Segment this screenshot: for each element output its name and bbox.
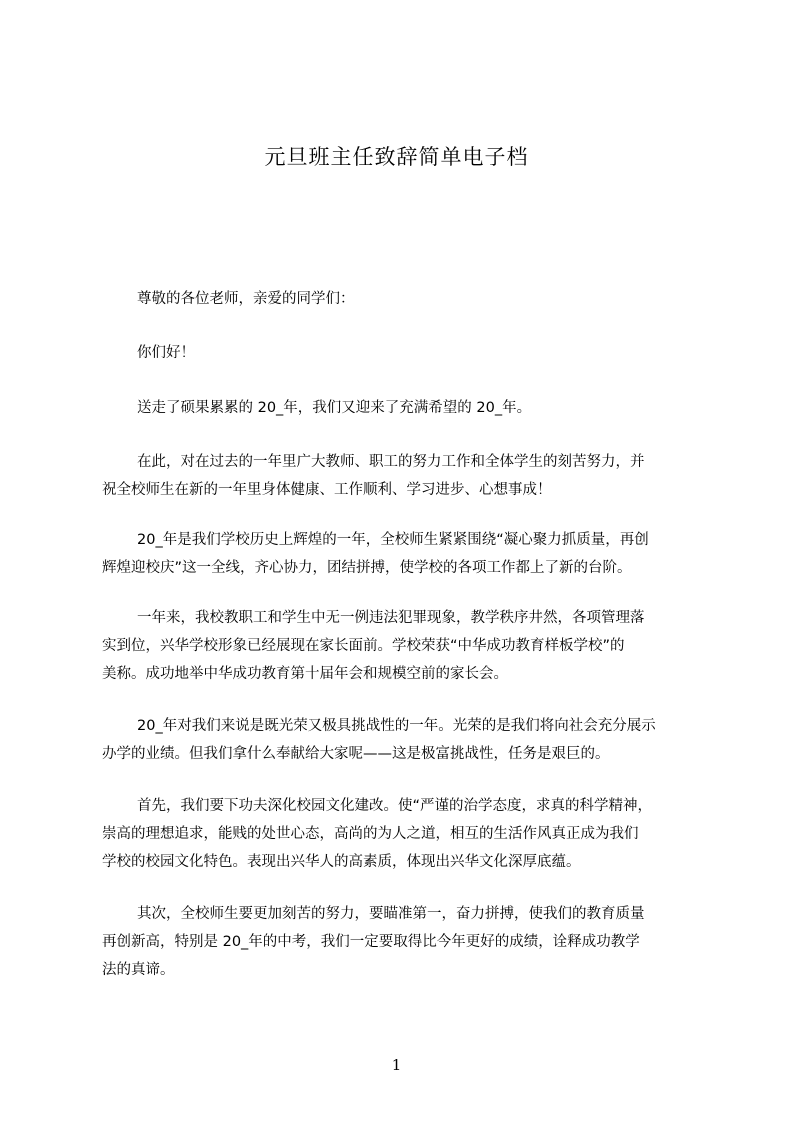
- paragraph-line: 在此，对在过去的一年里广大教师、职工的努力工作和全体学生的刻苦努力，并: [137, 454, 645, 470]
- paragraph-line: 学校的校园文化特色。表现出兴华人的高素质，体现出兴华文化深厚底蕴。: [102, 854, 581, 870]
- paragraph-line: 美称。成功地举中华成功教育第十届年会和规模空前的家长会。: [102, 666, 508, 682]
- paragraph-line: 祝全校师生在新的一年里身体健康、工作顺利、学习进步、心想事成！: [102, 482, 552, 498]
- paragraph-line: 再创新高，特别是 20_年的中考，我们一定要取得比今年更好的成绩，诠释成功教学: [102, 934, 640, 950]
- paragraph-line: 辉煌迎校庆”这一全线，齐心协力，团结拼搏，使学校的各项工作都上了新的台阶。: [102, 560, 632, 576]
- paragraph-line: 法的真谛。: [102, 962, 175, 978]
- paragraph-line: 其次，全校师生要更加刻苦的努力，要瞄准第一，奋力拼搏，使我们的教育质量: [137, 906, 645, 922]
- paragraph-line: 首先，我们要下功夫深化校园文化建改。使“严谨的治学态度，求真的科学精神，: [137, 798, 653, 814]
- paragraph-line: 一年来，我校教职工和学生中无一例违法犯罪现象，教学秩序井然，各项管理落: [137, 610, 645, 626]
- greeting-line: 你们好！: [137, 345, 195, 361]
- document-title: 元旦班主任致辞简单电子档: [264, 145, 529, 169]
- salutation-line: 尊敬的各位老师，亲爱的同学们：: [137, 291, 355, 307]
- paragraph-line: 实到位，兴华学校形象已经展现在家长面前。学校荣获“中华成功教育样板学校”的: [102, 638, 625, 654]
- paragraph-line: 送走了硕果累累的 20_年，我们又迎来了充满希望的 20_年。: [137, 400, 532, 416]
- paragraph-line: 20_年是我们学校历史上辉煌的一年，全校师生紧紧围绕“凝心聚力抓质量，再创: [137, 532, 649, 548]
- page-number: 1: [391, 1056, 402, 1074]
- paragraph-line: 办学的业绩。但我们拿什么奉献给大家呢——这是极富挑战性，任务是艰巨的。: [102, 746, 610, 762]
- paragraph-line: 20_年对我们来说是既光荣又极具挑战性的一年。光荣的是我们将向社会充分展示: [137, 718, 656, 734]
- paragraph-line: 崇高的理想追求，能贱的处世心态，高尚的为人之道，相互的生活作风真正成为我们: [102, 826, 639, 842]
